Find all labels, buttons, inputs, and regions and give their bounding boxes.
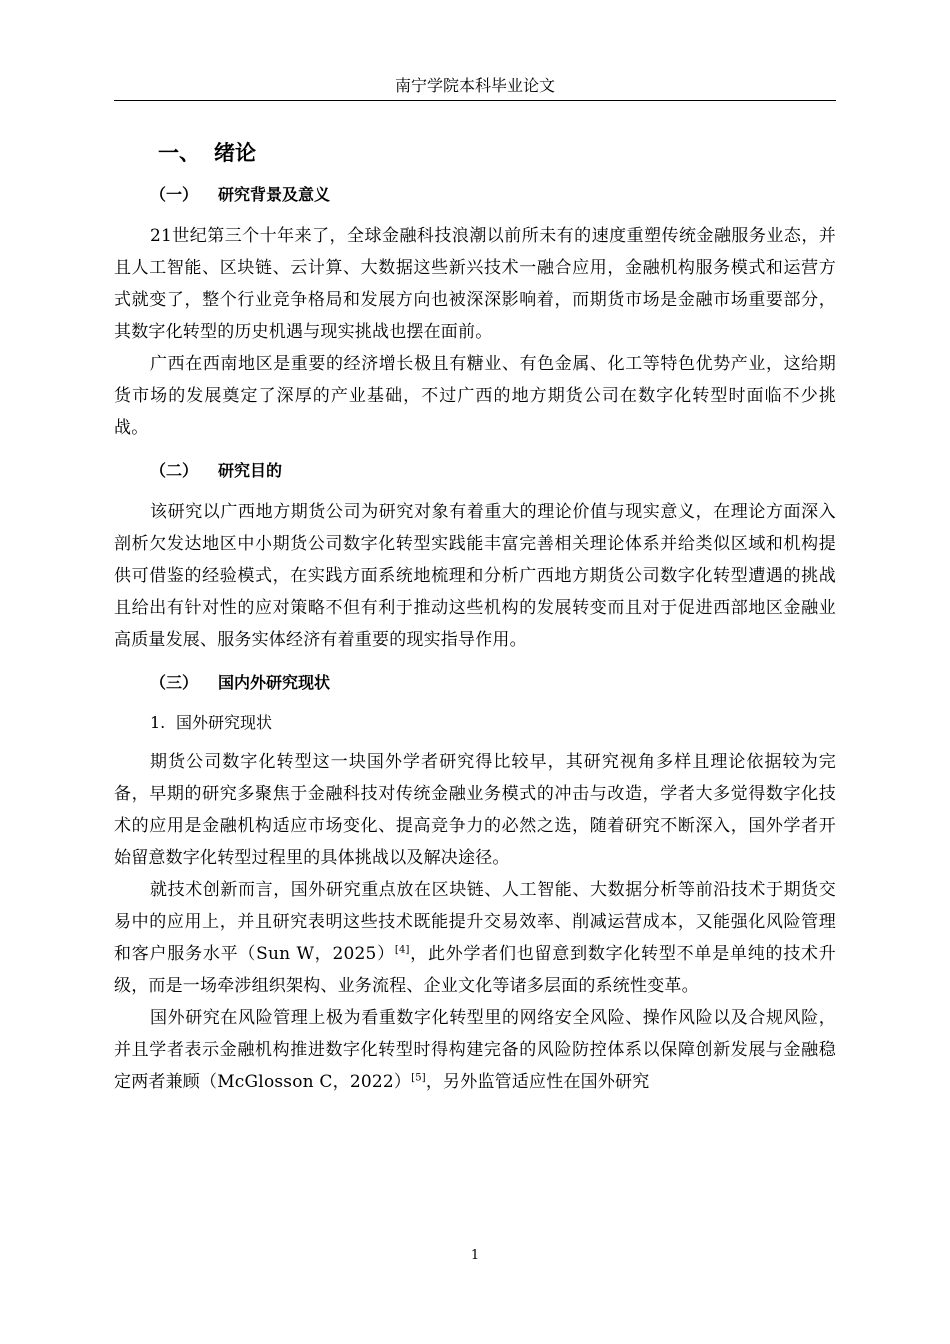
paragraph-text: 国外研究在风险管理上极为看重数字化转型里的网络安全风险、操作风险以及合规风险，并且学者表示金融机构推进数字化转型时得构建完备的风险防控体系以保障创新发展与金融稳定两者兼顾（McGlosson C，2022） (114, 1008, 836, 1092)
section-title: 国内外研究现状 (218, 673, 331, 692)
paragraph-text: 就技术创新而言，国外研究重点放在区块链、人工智能、大数据分析等前沿技术于期货交易中的应用上，并且研究表明这些技术既能提升交易效率、削减运营成本，又能强化风险管理和客户服务水平（Sun W，2025） (114, 880, 836, 964)
section-number: （二） (150, 461, 199, 480)
page-number: 1 (470, 1248, 480, 1263)
header-rule (114, 100, 836, 101)
chapter-title: 绪论 (214, 141, 256, 165)
section-heading-1 (150, 180, 836, 210)
page-body (114, 136, 836, 1098)
section-title: 研究背景及意义 (218, 185, 331, 204)
paragraph: 广西在西南地区是重要的经济增长极且有糖业、有色金属、化工等特色优势产业，这给期货市场的发展奠定了深厚的产业基础，不过广西的地方期货公司在数字化转型时面临不少挑战。 (114, 354, 836, 438)
paragraph: 该研究以广西地方期货公司为研究对象有着重大的理论价值与现实意义，在理论方面深入剖析欠发达地区中小期货公司数字化转型实践能丰富完善相关理论体系并给类似区域和机构提供可借鉴的经验模式，在实践方面系统地梳理和分析广西地方期货公司数字化转型遭遇的挑战且给出有针对性的应对策略不但有利于推动这些机构的发展转变而且对于促进西部地区金融业高质量发展、服务实体经济有着重要的现实指导作用。 (114, 502, 836, 650)
citation-ref: [5] (411, 1072, 426, 1084)
chapter-number: 一、 (158, 141, 200, 165)
paragraph-text: ，另外监管适应性在国外研究 (425, 1072, 650, 1092)
section-number: （一） (150, 185, 199, 204)
subsection-title: 国外研究现状 (176, 713, 273, 732)
paragraph (114, 874, 836, 1002)
section-number: （三） (150, 673, 199, 692)
subsection-number: 1. (150, 713, 166, 732)
citation-ref: [4] (394, 944, 410, 956)
section-heading-2 (150, 456, 836, 486)
paragraph: 期货公司数字化转型这一块国外学者研究得比较早，其研究视角多样且理论依据较为完备，早期的研究多聚焦于金融科技对传统金融业务模式的冲击与改造，学者大多觉得数字化技术的应用是金融机构适应市场变化、提高竞争力的必然之选，随着研究不断深入，国外学者开始留意数字化转型过程里的具体挑战以及解决途径。 (114, 752, 836, 868)
running-header: 南宁学院本科毕业论文 (394, 76, 555, 95)
chapter-heading (158, 136, 836, 170)
section-heading-3 (150, 668, 836, 698)
paragraph (114, 1002, 836, 1098)
section-title: 研究目的 (218, 461, 283, 480)
paragraph-text: ，此外学者们也留意到数字化转型不单是单纯的技术升级，而是一场牵涉组织架构、业务流程、企业文化等诸多层面的系统性变革。 (114, 944, 836, 996)
paragraph: 21世纪第三个十年来了，全球金融科技浪潮以前所未有的速度重塑传统金融服务业态，并且人工智能、区块链、云计算、大数据这些新兴技术一融合应用，金融机构服务模式和运营方式就变了，整个行业竞争格局和发展方向也被深深影响着，而期货市场是金融市场重要部分，其数字化转型的历史机遇与现实挑战也摆在面前。 (114, 226, 836, 342)
subsection-heading (150, 708, 836, 738)
